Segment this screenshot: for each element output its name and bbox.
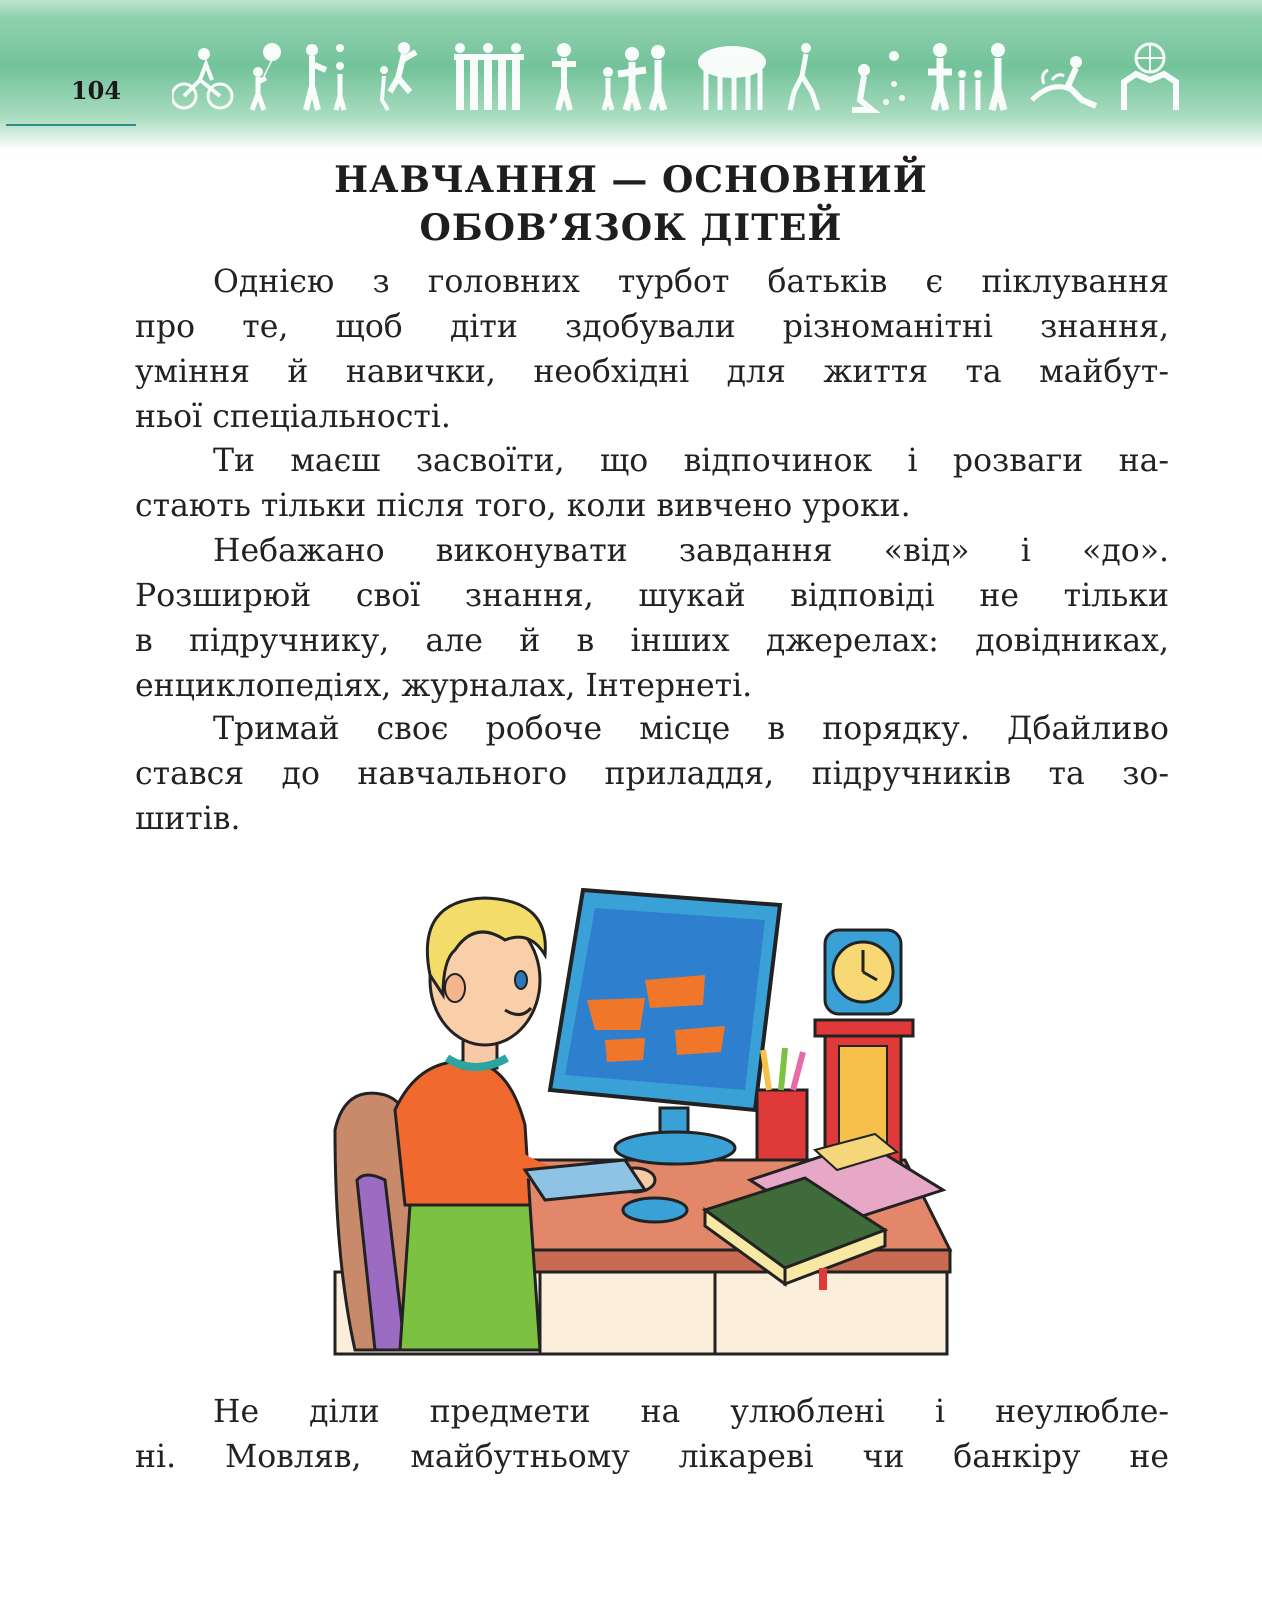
family-icon	[603, 45, 665, 110]
text-line: про те, щоб діти здобували різноманітні знання,	[135, 309, 1169, 345]
text-line: шитів.	[135, 801, 241, 837]
clock	[825, 930, 901, 1014]
title-line: ОБОВ’ЯЗОК ДІТЕЙ	[419, 207, 843, 249]
page-title	[0, 156, 1262, 252]
page-number-rule	[6, 124, 136, 126]
title-line: НАВЧАННЯ — ОСНОВНИЙ	[334, 159, 928, 201]
helping-icon	[380, 42, 416, 110]
text-line: ньої спеціальності.	[135, 399, 451, 435]
paragraph	[135, 439, 1169, 529]
text-line: Ти маєш засвоїти, що відпочинок і розваги на-	[213, 443, 1169, 479]
text-line: Однією з головних турбот батьків є піклування	[213, 264, 1169, 300]
pencil-cup	[757, 1048, 807, 1160]
text-line: Не діли предмети на улюблені і неулюбле-	[213, 1394, 1169, 1430]
paragraph	[135, 1390, 1169, 1480]
text-line: в підручнику, але й в інших джерелах: довідниках,	[135, 623, 1169, 659]
paragraph	[135, 260, 1169, 440]
text-line: уміння й навички, необхідні для життя та майбут-	[135, 354, 1169, 390]
graduate-icon	[552, 43, 576, 110]
banner-silhouettes	[172, 40, 1182, 114]
cyclist-icon	[172, 48, 232, 108]
gardening-icon	[790, 43, 818, 110]
page-number: 104	[70, 76, 122, 105]
text-line: енциклопедіях, журналах, Інтернеті.	[135, 668, 753, 704]
text-line: Розширюй свої знання, шукай відповіді не тільки	[135, 578, 1169, 614]
globe-people-icon	[1124, 44, 1176, 110]
child-with-balloon-icon	[252, 43, 281, 110]
text-line: стають тільки після того, коли вивчено уроки.	[135, 488, 911, 524]
crowd-icon	[454, 43, 524, 110]
family-of-four-icon	[928, 43, 1005, 110]
tree-planting-icon	[698, 46, 766, 110]
text-line: ні. Мовляв, майбутньому лікареві чи банкіру не	[135, 1439, 1169, 1475]
planting-icon	[1032, 56, 1096, 106]
text-line: Небажано виконувати завдання «від» і «до».	[213, 533, 1169, 569]
parents-with-children-icon	[852, 51, 905, 110]
giving-flowers-icon	[306, 44, 344, 110]
boy-at-computer-illustration	[325, 880, 965, 1380]
text-line: стався до навчального приладдя, підручників та зо-	[135, 756, 1169, 792]
text-line: Тримай своє робоче місце в порядку. Дбайливо	[213, 711, 1169, 747]
paragraph	[135, 707, 1169, 842]
paragraph	[135, 529, 1169, 709]
